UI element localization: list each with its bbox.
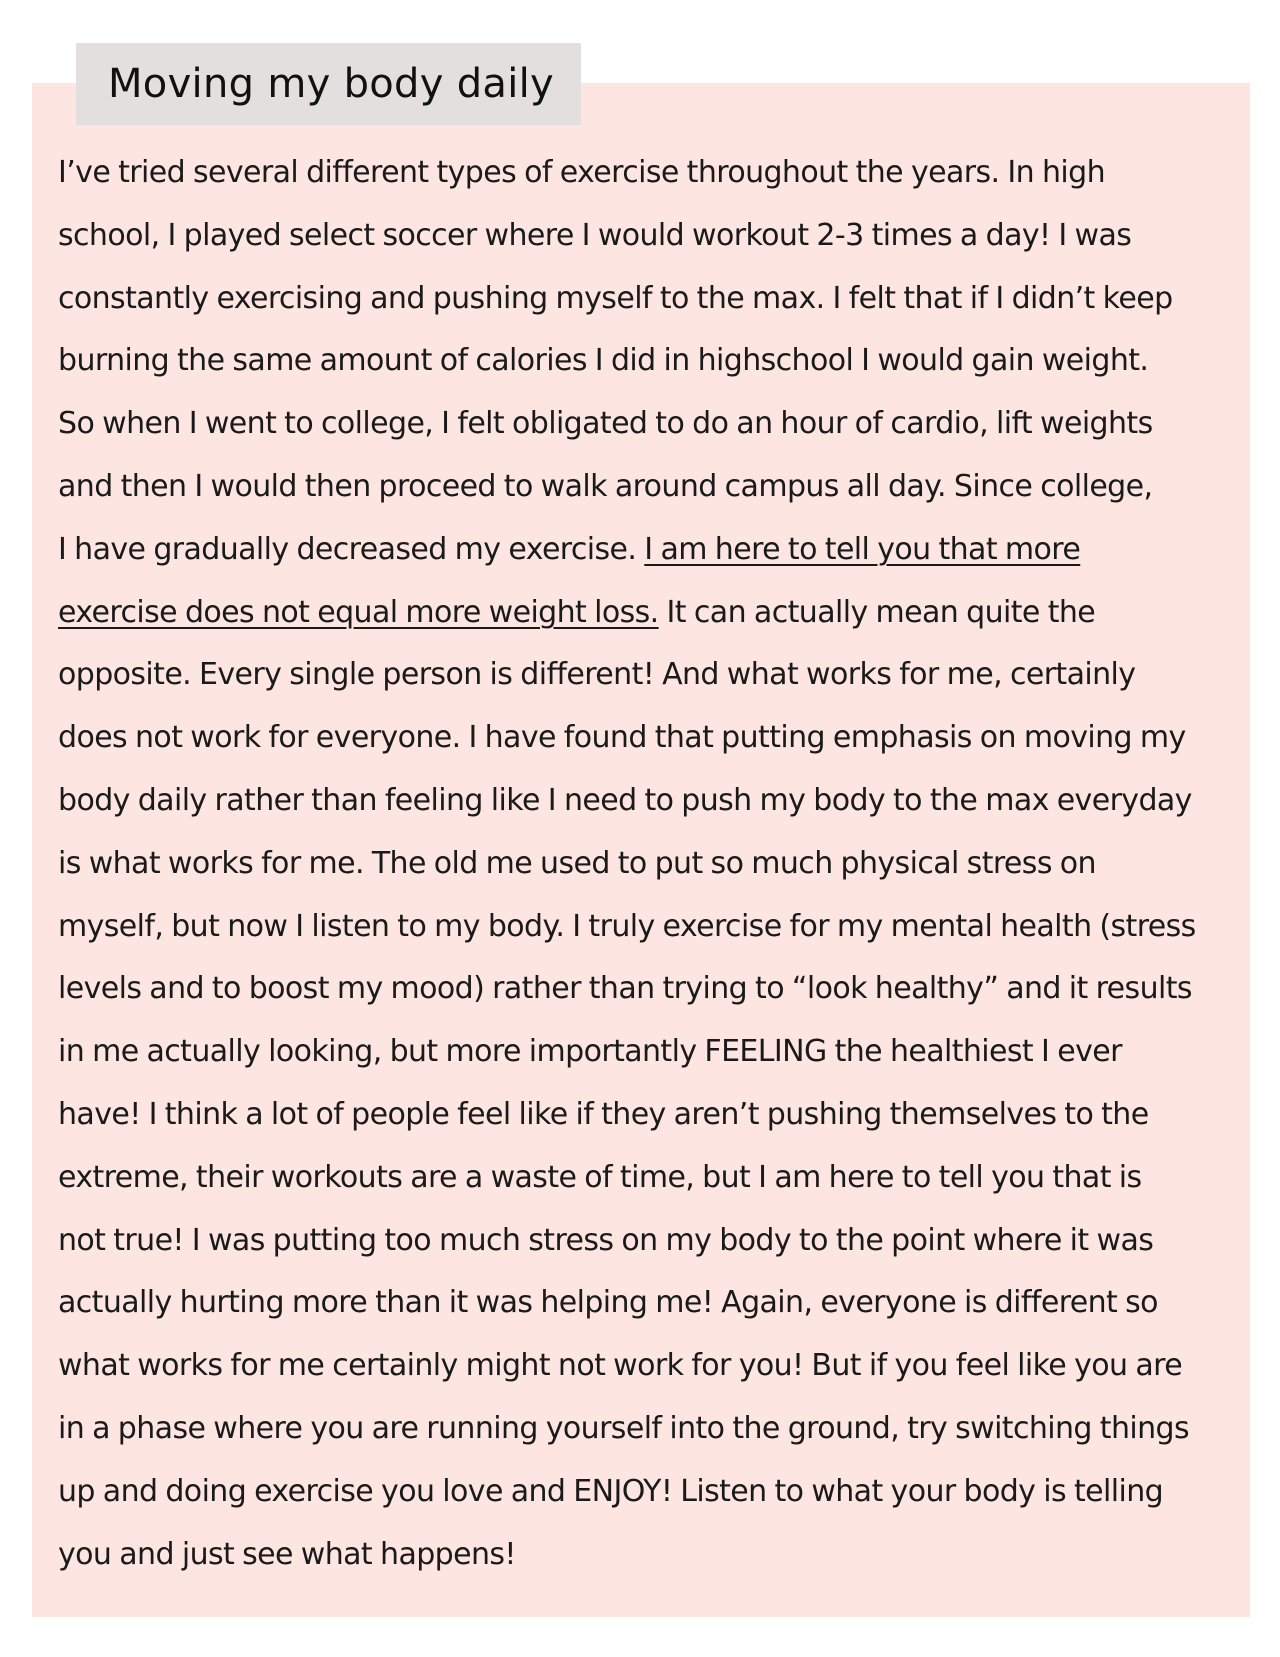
paragraph-line: body daily rather than feeling like I need to push my body to the max everyday bbox=[58, 782, 1192, 818]
emphasis-underline: I am here to tell you that more bbox=[644, 531, 1081, 567]
paragraph-line: in me actually looking, but more importantly FEELING the healthiest I ever bbox=[58, 1034, 1122, 1070]
paragraph-line bbox=[58, 582, 1253, 645]
paragraph-line: and then I would then proceed to walk around campus all day. Since college, bbox=[58, 468, 1153, 504]
paragraph-line: what works for me certainly might not work for you! But if you feel like you are bbox=[58, 1348, 1183, 1384]
section-title: Moving my body daily bbox=[108, 61, 555, 107]
paragraph-line: opposite. Every single person is different! And what works for me, certainly bbox=[58, 657, 1136, 693]
paragraph-line: not true! I was putting too much stress on my body to the point where it was bbox=[58, 1222, 1154, 1258]
paragraph-line: burning the same amount of calories I did in highschool I would gain weight. bbox=[58, 343, 1149, 379]
paragraph-line: school, I played select soccer where I would workout 2-3 times a day! I was bbox=[58, 217, 1132, 253]
paragraph-line: does not work for everyone. I have found that putting emphasis on moving my bbox=[58, 720, 1186, 756]
paragraph-line: constantly exercising and pushing myself to the max. I felt that if I didn’t keep bbox=[58, 280, 1173, 316]
paragraph-line: up and doing exercise you love and ENJOY! Listen to what your body is telling bbox=[58, 1473, 1164, 1509]
paragraph-line: levels and to boost my mood) rather than trying to “look healthy” and it results bbox=[58, 971, 1192, 1007]
paragraph-line: have! I think a lot of people feel like if they aren’t pushing themselves to the bbox=[58, 1096, 1149, 1132]
paragraph-text: I have gradually decreased my exercise. bbox=[58, 531, 645, 567]
paragraph-text: It can actually mean quite the bbox=[658, 594, 1096, 630]
paragraph-line: So when I went to college, I felt obligated to do an hour of cardio, lift weights bbox=[58, 406, 1153, 442]
paragraph-line: myself, but now I listen to my body. I truly exercise for my mental health (stress bbox=[58, 908, 1196, 944]
section-title-tab bbox=[76, 43, 581, 125]
emphasis-underline: exercise does not equal more weight loss. bbox=[58, 594, 659, 630]
paragraph-line bbox=[58, 519, 1253, 582]
paragraph-line: extreme, their workouts are a waste of time, but I am here to tell you that is bbox=[58, 1159, 1142, 1195]
paragraph-line: is what works for me. The old me used to put so much physical stress on bbox=[58, 845, 1096, 881]
paragraph-line: you and just see what happens! bbox=[58, 1536, 516, 1572]
paragraph-line: I’ve tried several different types of exercise throughout the years. In high bbox=[58, 155, 1106, 190]
paragraph-line: in a phase where you are running yourself into the ground, try switching things bbox=[58, 1410, 1190, 1446]
paragraph-line: actually hurting more than it was helping me! Again, everyone is different so bbox=[58, 1285, 1158, 1321]
body-paragraph bbox=[58, 142, 1253, 1586]
